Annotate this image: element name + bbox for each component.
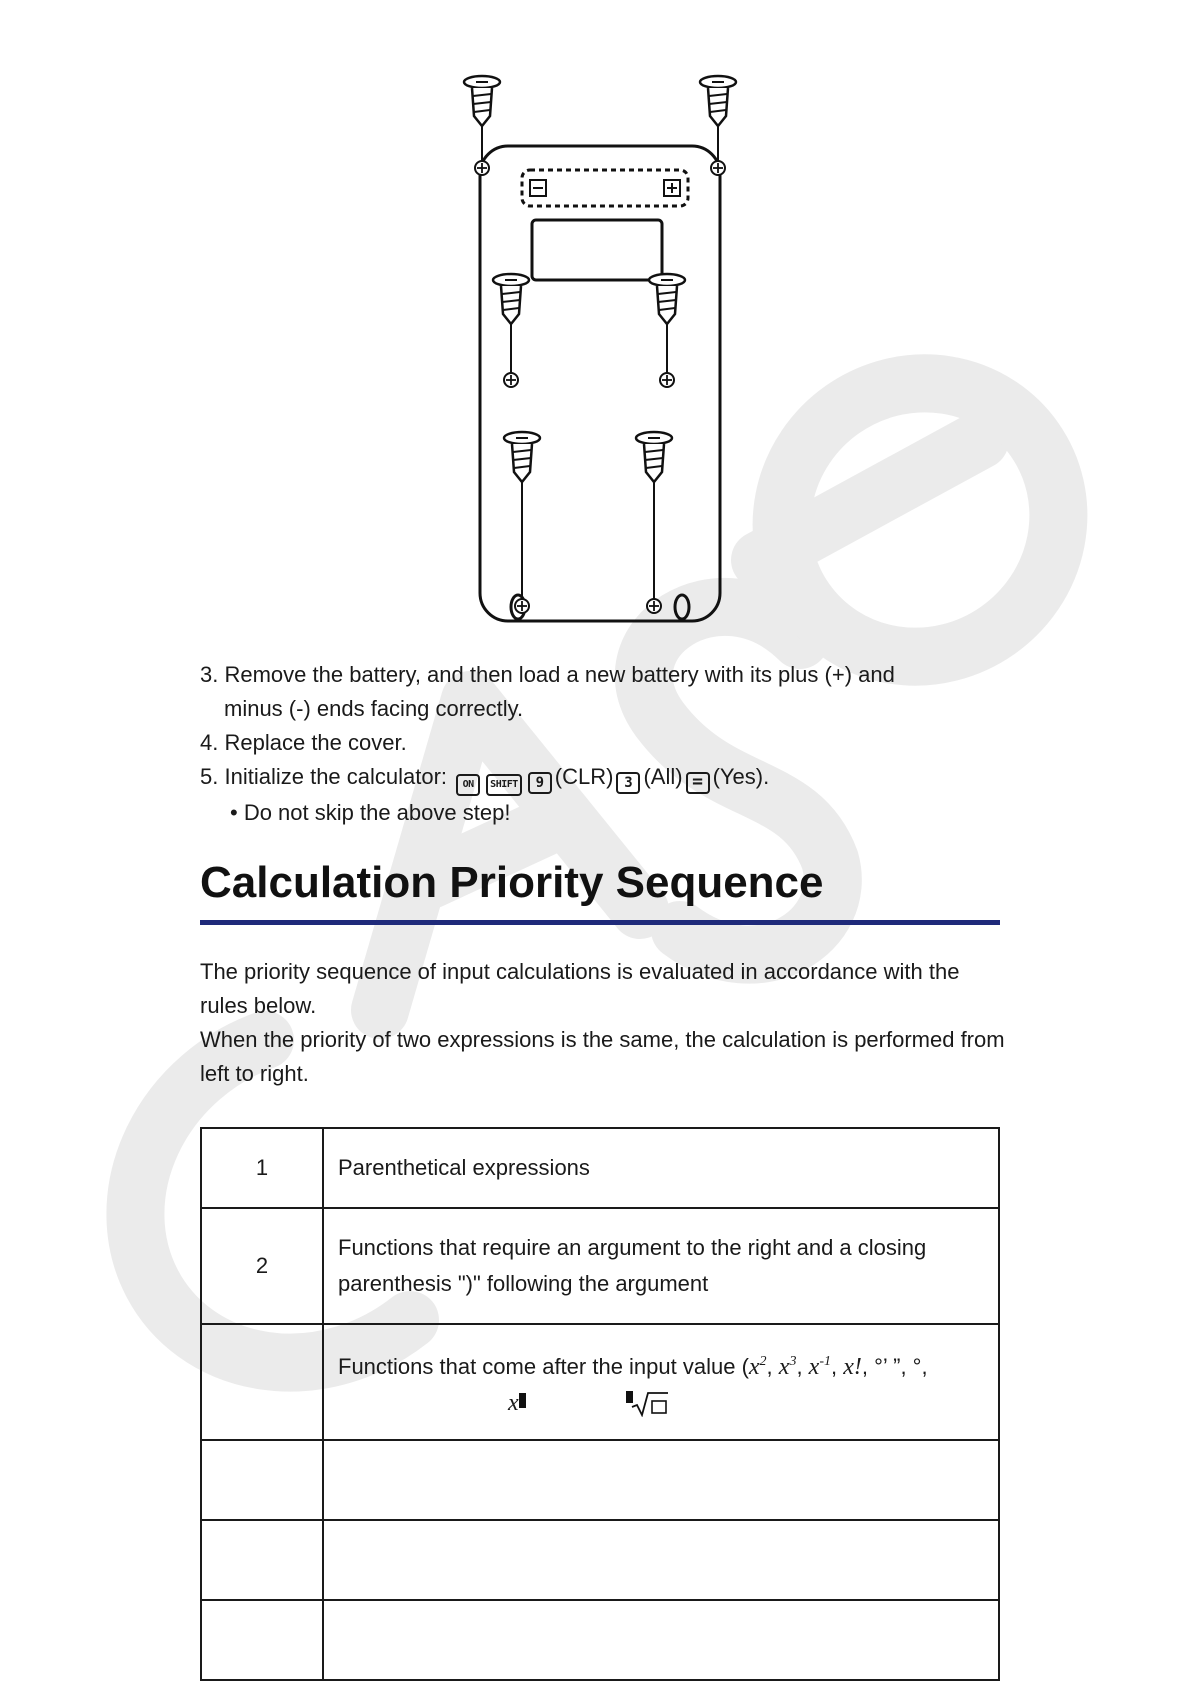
step-text: Initialize the calculator: [224,764,448,789]
priority-number: 1 [201,1128,323,1208]
step-4 [200,726,1020,760]
x-inverse: $x^{-1}$ [808,1353,831,1380]
all-label: (All) [643,764,683,789]
x-power-symbol: x [508,1385,526,1421]
table-row [201,1128,999,1208]
on-key: ON [456,774,480,796]
x-factorial: x! [843,1353,862,1380]
priority-description [323,1600,999,1680]
step-text: Remove the battery, and then load a new battery with its plus (+) and [224,662,895,687]
step-text-continued: minus (-) ends facing correctly. [224,696,524,721]
step-number: 5. [200,764,219,789]
x-squared: $x^2$ [748,1353,767,1380]
priority-description [323,1440,999,1520]
warning-note: • Do not skip the above step! [230,800,511,825]
priority-description [323,1520,999,1600]
x-cubed: $x^3$ [778,1353,797,1380]
table-row [201,1600,999,1680]
heading-underline [200,920,1000,925]
priority-number [201,1324,323,1440]
intro-paragraph [200,955,1010,1091]
nine-key: 9 [528,772,552,794]
priority-number: 2 [201,1208,323,1324]
priority-description: Functions that come after the input value ($x^2$, $x^3$, $x^{-1}$, x!, °’ ”, °, x [323,1324,999,1440]
step-5 [200,760,1020,796]
yes-label: (Yes). [712,764,770,789]
three-key: 3 [616,772,640,794]
priority-number [201,1600,323,1680]
section-heading: Calculation Priority Sequence [200,858,824,907]
priority-number [201,1520,323,1600]
priority-description: Parenthetical expressions [323,1128,999,1208]
priority-description: Functions that require an argument to the right and a closing parenthesis ")" following the argument [323,1208,999,1324]
table-row [201,1440,999,1520]
dms-symbol: °’ ” [874,1353,901,1379]
battery-replacement-steps [200,658,1020,830]
shift-key: SHIFT [486,774,522,796]
step-number: 3. [200,662,219,687]
degree-symbol: ° [912,1353,922,1379]
equals-key: = [686,772,710,794]
table-row [201,1208,999,1324]
step-number: 4. [200,730,219,755]
nth-root-icon [626,1391,670,1417]
table-row [201,1520,999,1600]
intro-line-1: The priority sequence of input calculations is evaluated in accordance with the rules below. [200,959,960,1018]
priority-table [200,1127,1000,1681]
row3-text: Functions that come after the input value ( [338,1353,749,1379]
step-text: Replace the cover. [224,730,407,755]
step-3 [200,658,1020,726]
table-row [201,1324,999,1440]
clr-label: (CLR) [554,764,614,789]
intro-line-2: When the priority of two expressions is the same, the calculation is performed from left to right. [200,1027,1005,1086]
priority-number [201,1440,323,1520]
battery-cover-diagram [460,70,740,630]
